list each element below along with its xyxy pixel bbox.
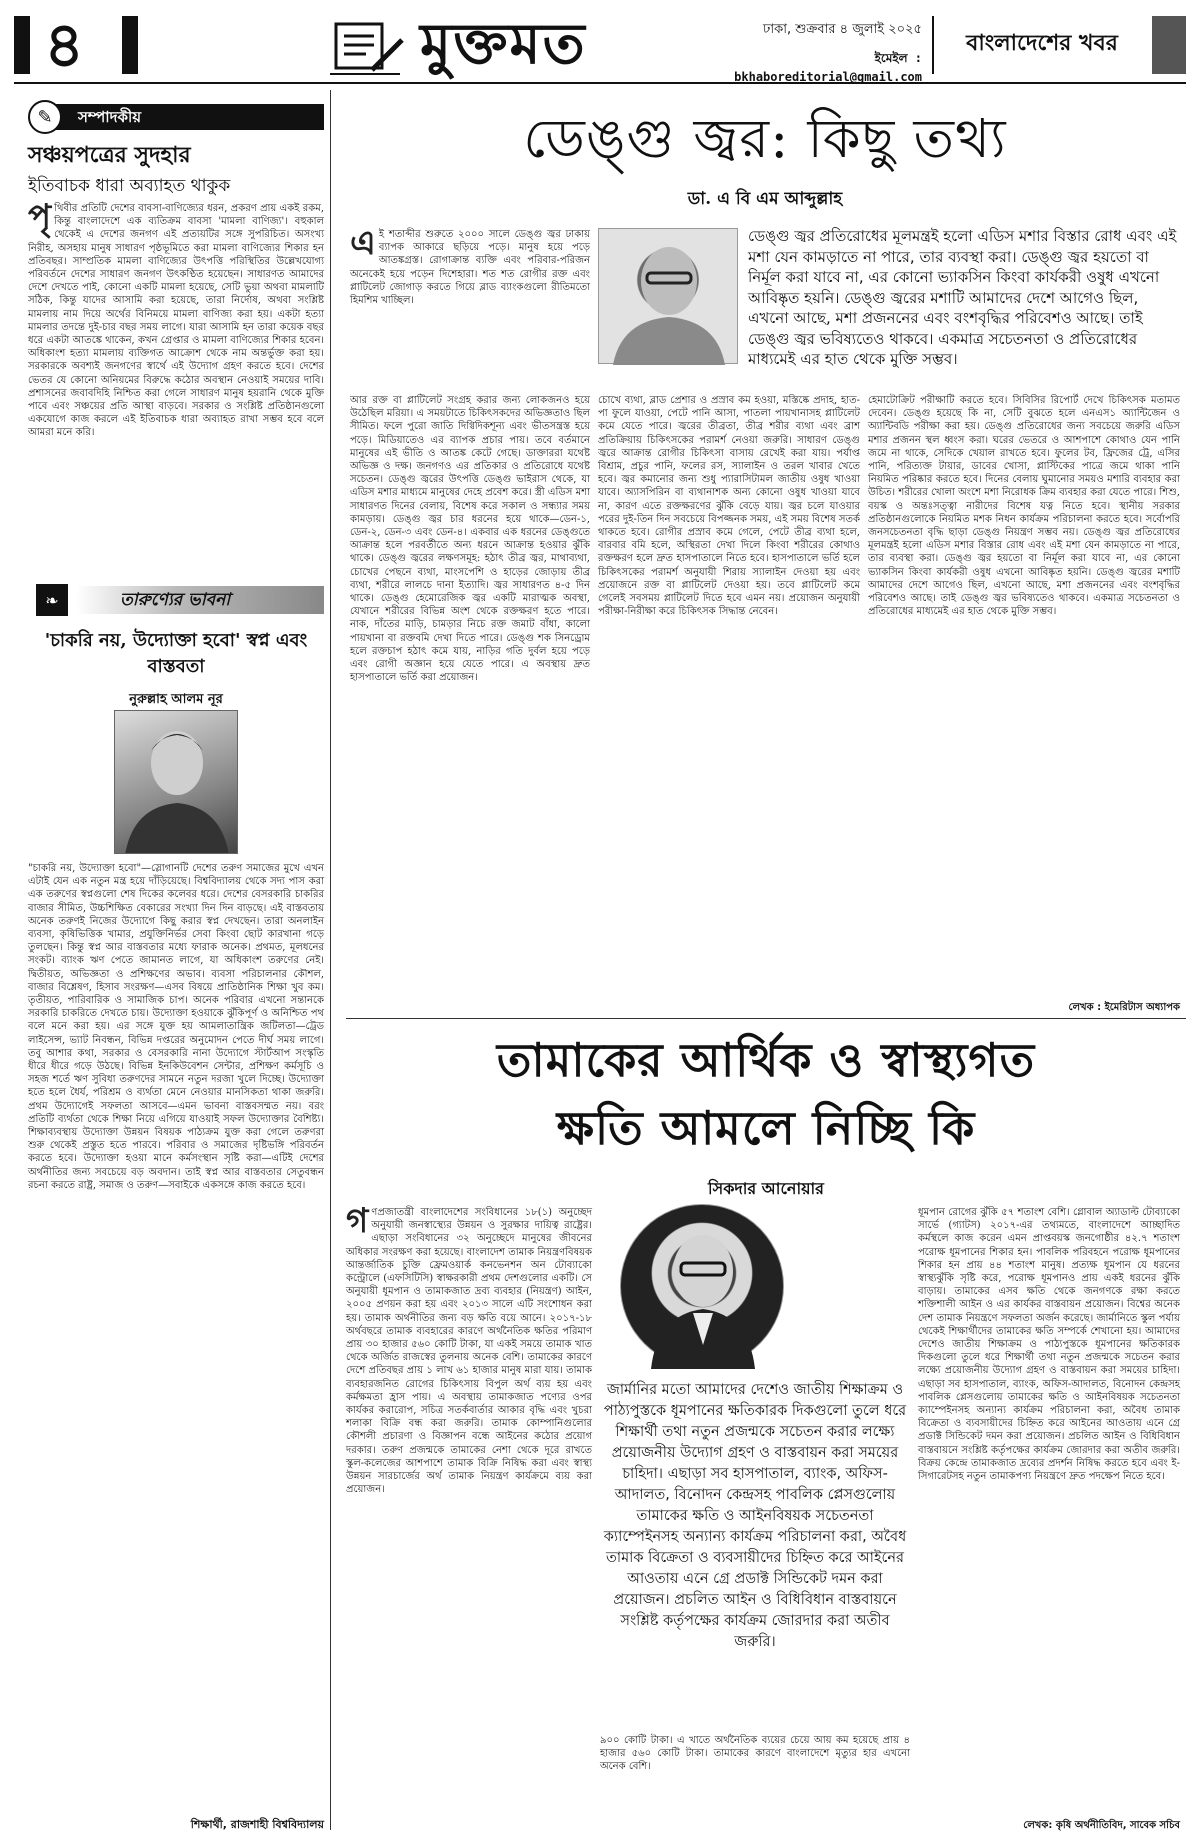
dengue-author-photo bbox=[598, 228, 738, 364]
youth-article-body: "চাকরি নয়, উদ্যোক্তা হবো"—স্লোগানটি দেশের তরুণ সমাজের মুখে এখন এটাই যেন এক নতুন মন্ত্র হয়ে দাঁড়িয়েছে। বিশ্ববিদ্যালয় থেকে সদ্য পাস করা এক তরুণের স্বপ্নগুলো শেষ দিকের কলেবর ধরে। দেশের বেসরকারি চাকরির বাজার সীমিত, উচ্চশিক্ষিত বেকারের সংখ্যা দিন দিন বাড়ছে। এই বাস্তবতায় অনেক তরুণই নিজের উদ্যোগে কিছু করার স্বপ্ন দেখছেন। তারা অনলাইন ব্যবসা, কৃষিভিত্তিক খামার, প্রযুক্তিনির্ভর সেবা কিংবা ছোট কারখানা গড়ে তুলছেন। কিন্তু স্বপ্ন আর বাস্তবতার মধ্যে ফারাক অনেক। প্রথমত, মূলধনের সংকট। ব্যাংক ঋণ পেতে জামানত লাগে, যা অধিকাংশ তরুণের নেই। দ্বিতীয়ত, অভিজ্ঞতা ও প্রশিক্ষণের অভাব। ব্যবসা পরিচালনার কৌশল, বাজার বিশ্লেষণ, হিসাব সংরক্ষণ—এসব বিষয়ে প্রাতিষ্ঠানিক শিক্ষা খুব কম। তৃতীয়ত, পারিবারিক ও সামাজিক চাপ। অনেক পরিবার এখনো সন্তানকে সরকারি চাকরিতে দেখতে চায়। উদ্যোক্তা হওয়াকে ঝুঁকিপূর্ণ ও অনিশ্চিত পথ বলে মনে করা হয়। এর সঙ্গে যুক্ত হয় আমলাতান্ত্রিক জটিলতা—ট্রেড লাইসেন্স, ভ্যাট নিবন্ধন, বিভিন্ন দপ্তরের অনুমোদন পেতে দীর্ঘ সময় লাগে। তবু আশার কথা, সরকার ও বেসরকারি নানা উদ্যোগে স্টার্টআপ সংস্কৃতি ধীরে ধীরে গড়ে উঠছে। বিভিন্ন ইনকিউবেশন সেন্টার, প্রশিক্ষণ কর্মসূচি ও সহজ শর্তে ঋণ সুবিধা তরুণদের সামনে নতুন দরজা খুলে দিচ্ছে। উদ্যোক্তা হতে হলে ধৈর্য, পরিশ্রম ও ব্যর্থতা মেনে নেওয়ার মানসিকতা থাকা জরুরি। প্রথম উদ্যোগেই সফলতা আসবে—এমন ভাবনা বাস্তবসম্মত নয়। বরং প্রতিটি ব্যর্থতা থেকে শিক্ষা নিয়ে এগিয়ে যাওয়াই সফল উদ্যোক্তার বৈশিষ্ট্য। শিক্ষাব্যবস্থায় উদ্যোক্তা উন্নয়ন বিষয়ক পাঠ্যক্রম যুক্ত করা গেলে তরুণরা শুরু থেকেই প্রস্তুত হতে পারবে। পরিবার ও সমাজের দৃষ্টিভঙ্গি পরিবর্তন করতে হবে। উদ্যোক্তা হওয়া মানে কর্মসংস্থান সৃষ্টি করা—এটিই দেশের অর্থনীতির জন্য সবচেয়ে বড় অবদান। তাই স্বপ্ন আর বাস্তবতার সেতুবন্ধন রচনা করতে রাষ্ট্র, সমাজ ও তরুণ—সবাইকে একসঙ্গে কাজ করতে হবে। bbox=[28, 863, 324, 1191]
dengue-column-2: আর রক্ত বা প্লাটিলেট সংগ্রহ করার জন্য লোকজনও হয়ে উঠেছিল মরিয়া। এ সময়টাতে চিকিৎসকদের অভিজ্ঞতাও ছিল সীমিত। ফলে পুরো জাতি দিগ্বিদিকশূন্য এবং ভীতসন্ত্রস্ত হয়ে পড়ে। মিডিয়াতেও এর ব্যাপক প্রচার পায়। তবে বর্তমানে মানুষের এই ভীতি ও আতঙ্ক কেটে গেছে। ডাক্তাররা যথেষ্ট অভিজ্ঞ ও দক্ষ। জনগণও এর প্রতিকার ও প্রতিরোধে যথেষ্ট সচেতন। ডেঙ্গু জ্বরের উৎপত্তি ডেঙ্গু ভাইরাস থেকে, যা এডিস মশার মাধ্যমে মানুষের দেহে প্রবেশ করে। স্ত্রী এডিস মশা সাধারণত দিনের বেলায়, বিশেষ করে সকাল ও সন্ধ্যার সময় কামড়ায়। ডেঙ্গু জ্বর চার ধরনের হয়ে থাকে—ডেন-১, ডেন-২, ডেন-৩ এবং ডেন-৪। একবার এক ধরনের ডেঙ্গুতে আক্রান্ত হলে পরবর্তীতে অন্য ধরনে আক্রান্ত হওয়ার ঝুঁকি থাকে। ডেঙ্গু জ্বরের লক্ষণসমূহ: হঠাৎ তীব্র জ্বর, মাথাব্যথা, চোখের পেছনে ব্যথা, মাংসপেশি ও হাড়ের জোড়ায় তীব্র ব্যথা, শরীরে লালচে দানা ইত্যাদি। জ্বর সাধারণত ৪-৫ দিন থাকে। ডেঙ্গু হেমোরেজিক জ্বর একটি মারাত্মক অবস্থা, যেখানে শরীরের বিভিন্ন অংশ থেকে রক্তক্ষরণ হতে পারে। নাক, দাঁতের মাড়ি, চামড়ার নিচে রক্ত জমাট বাঁধা, কালো পায়খানা বা রক্তবমি দেখা দিতে পারে। ডেঙ্গু শক সিনড্রোম হলে রক্তচাপ হঠাৎ কমে যায়, নাড়ির গতি দুর্বল হয়ে পড়ে এবং রোগী অজ্ঞান হয়ে যেতে পারে। এ অবস্থায় দ্রুত হাসপাতালে ভর্তি করা প্রয়োজন। bbox=[350, 395, 590, 684]
page-number-bar-right bbox=[122, 16, 138, 74]
tobacco-column-1-text: ণপ্রজাতন্ত্রী বাংলাদেশের সংবিধানের ১৮(১) অনুচ্ছেদ অনুযায়ী জনস্বাস্থ্যের উন্নয়ন ও সুরক্ষার দায়িত্ব রাষ্ট্রের। এছাড়া সংবিধানের ৩২ অনুচ্ছেদে মানুষের জীবনের অধিকার সংরক্ষণ করা হয়েছে। বাংলাদেশ তামাক নিয়ন্ত্রণবিষয়ক আন্তর্জাতিক চুক্তি ফ্রেমওয়ার্ক কনভেনশন অন টোব্যাকো কন্ট্রোলে (এফসিটিসি) স্বাক্ষরকারী প্রথম দেশগুলোর একটি। সে অনুযায়ী ধূমপান ও তামাকজাত দ্রব্য ব্যবহার (নিয়ন্ত্রণ) আইন, ২০০৫ প্রণয়ন করা হয় এবং ২০১৩ সালে এটি সংশোধন করা হয়। তামাক অর্থনীতির জন্য বড় ক্ষতি বয়ে আনে। ২০১৭-১৮ অর্থবছরে তামাক ব্যবহারের কারণে অর্থনৈতিক ক্ষতির পরিমাণ প্রায় ৩০ হাজার ৫৬০ কোটি টাকা, যা একই সময়ে তামাক খাত থেকে অর্জিত রাজস্বের তুলনায় অনেক বেশি। তামাকের কারণে দেশে প্রতিবছর প্রায় ১ লাখ ৬১ হাজার মানুষ মারা যায়। তামাক ব্যবহারজনিত রোগের চিকিৎসায় বিপুল অর্থ ব্যয় হয় এবং কর্মক্ষমতা হ্রাস পায়। এ অবস্থায় তামাকজাত পণ্যের ওপর কার্যকর করারোপ, সচিত্র সতর্কবার্তার আকার বৃদ্ধি এবং খুচরা শলাকা বিক্রি বন্ধ করা জরুরি। তামাক কোম্পানিগুলোর কৌশলী প্রচারণা ও বিজ্ঞাপন বন্ধে আইনের কঠোর প্রয়োগ দরকার। তরুণ প্রজন্মকে তামাকের নেশা থেকে দূরে রাখতে স্কুল-কলেজের আশপাশে তামাক বিক্রি নিষিদ্ধ করা এবং স্বাস্থ্য উন্নয়ন সারচার্জের অর্থ তামাক নিয়ন্ত্রণ কার্যক্রমে ব্যয় করা প্রয়োজন। bbox=[346, 1207, 592, 1496]
dengue-article-author: ডা. এ বি এম আব্দুল্লাহ bbox=[687, 189, 843, 209]
youth-article-author: নুরুল্লাহ আলম নূর bbox=[129, 692, 223, 707]
photo-silhouette bbox=[621, 1205, 785, 1369]
tobacco-drop-cap: গ bbox=[346, 1201, 369, 1241]
editorial-email: ইমেইল : bkhaboreditorial@gmail.com bbox=[734, 51, 922, 84]
portrait-silhouette bbox=[115, 711, 238, 854]
editorial-body-text: থিবীর প্রতিটি দেশের বাবসা-বাণিজ্যের ধরন, প্রকরণ প্রায় একই রকম, কিন্তু বাংলাদেশে এক ব্যতিক্রম বাবসা 'মামলা বাণিজ্য'। বহুকাল থেকেই এ দেশের জনগণ এই প্রত্যয়টির সঙ্গে সুপরিচিত। অসংখ্য নিরীহ, অসহায় মানুষ সাধারণ পৃষ্ঠভূমিতে করা মামলা বাণিজ্যের শিকার হন প্রতিবছর। সাম্প্রতিক মামলা বাণিজ্যের উৎপত্তি পরিস্থিতির উল্লেখযোগ্য পরিবর্তনে দেশের সাধারণ জনগণ উৎকণ্ঠিত হয়েছেন। সাধারণত আমাদের দেশে দেখতে পাই, কোনো একটি মামলা হয়েছে, সেটি ভুয়া অথবা মামলাটি সঠিক, কিন্তু যাদের আসামি করা হয়েছে, তারা নির্দোষ, অথবা সংশ্লিষ্ট মামলায় নাম দিয়ে অর্থের বিনিময়ে মামলা বাণিজ্য করা হয়। একটা হত্যা মামলার তদন্তে দুই-চার বছর সময় লাগে। যারা আসামি হন তারা কয়েক বছর ধরে একটা আতঙ্কে থাকেন, কখন গ্রেপ্তার ও মামলা বাণিজ্যের শিকার হবেন। অধিকাংশ হত্যা মামলায় ব্যক্তিগত আক্রোশ থেকে নাম অন্তর্ভুক্ত করা হয়। সরকারকে অবশ্যই জনগণের স্বার্থে এই উদ্যোগ গ্রহণ করতে হবে। দেশের ভেতর যে কোনো অনিয়মের বিরুদ্ধে কঠোর অবস্থান নেওয়াই সময়ের দাবি। প্রশাসনের জবাবদিহি নিশ্চিত করা গেলে সাধারণ মানুষ হয়রানি থেকে মুক্তি পাবে এবং সঞ্চয়ের প্রতি আস্থা বাড়বে। সরকার ও সংশ্লিষ্ট প্রতিষ্ঠানগুলো একযোগে কাজ করলে এই ইতিবাচক ধারা অব্যাহত রাখা সম্ভব হবে বলে আমরা মনে করি। bbox=[28, 203, 324, 439]
photo-silhouette bbox=[599, 229, 739, 365]
tobacco-author-credit: লেখক: কৃষি অর্থনীতিবিদ, সাবেক সচিব bbox=[1023, 1820, 1180, 1831]
open-book-icon: ❧ bbox=[36, 584, 68, 616]
dengue-pull-quote: ডেঙ্গু জ্বর প্রতিরোধের মূলমন্ত্রই হলো এডিস মশার বিস্তার রোধ এবং এই মশা যেন কামড়াতে না পারে, তার ব্যবস্থা করা। ডেঙ্গু জ্বর হয়তো বা নির্মূল করা যাবে না, এর কোনো ভ্যাকসিন কিংবা কার্যকরী ওষুধ এখনো আবিষ্কৃত হয়নি। ডেঙ্গু জ্বরের মশাটি আমাদের দেশে আগেও ছিল, এখনো আছে, মশা প্রজননের এবং বংশবৃদ্ধির পরিবেশও আছে। তাই ডেঙ্গু জ্বর ভবিষ্যতেও থাকবে। একমাত্র সচেতনতা ও প্রতিরোধের মাধ্যমেই এর হাত থেকে মুক্তি সম্ভব। bbox=[748, 227, 1177, 368]
issue-date: ঢাকা, শুক্রবার ৪ জুলাই ২০২৫ bbox=[763, 22, 922, 37]
tobacco-column-2: ৯০০ কোটি টাকা। এ খাতে অর্থনৈতিক ব্যয়ের চেয়ে আয় কম হয়েছে প্রায় ৪ হাজার ৫৬০ কোটি টাকা। তামাকের কারণে বাংলাদেশে মৃত্যুর হার এখনো অনেক বেশি। bbox=[600, 1735, 910, 1773]
masthead-bar-right bbox=[1152, 16, 1186, 74]
newspaper-brand: বাংলাদেশের খবর bbox=[966, 31, 1118, 56]
page-number-bar-left bbox=[14, 16, 30, 74]
dengue-column-1 bbox=[350, 223, 590, 307]
article-divider bbox=[346, 1018, 1186, 1019]
author-portrait bbox=[114, 710, 238, 854]
pen-icon: ✎ bbox=[28, 100, 62, 134]
dengue-article-title: ডেঙ্গু জ্বর: কিছু তথ্য bbox=[523, 107, 1007, 170]
dengue-column-1-text: ই শতাব্দীর শুরুতে ২০০০ সালে ডেঙ্গু জ্বর ঢাকায় ব্যাপক আকারে ছড়িয়ে পড়ে। মানুষ হয়ে পড়ে আতঙ্কগ্রস্ত। রোগাক্রান্ত ব্যক্তি এবং পরিবার-পরিজন অনেকেই হয়ে পড়েন দিশেহারা। শত শত রোগীর রক্ত এবং প্লাটিলেট জোগাড় করতে গিয়ে ব্লাড ব্যাংকগুলো রীতিমতো হিমশিম খাচ্ছিল। bbox=[350, 229, 590, 307]
editorial-drop-cap: পৃ bbox=[28, 197, 52, 237]
document-pen-icon bbox=[328, 18, 408, 78]
page-number: ৪ bbox=[44, 8, 85, 81]
editorial-title: সঞ্চয়পত্রের সুদহার bbox=[28, 142, 191, 168]
tobacco-pull-quote: জার্মানির মতো আমাদের দেশেও জাতীয় শিক্ষাক্রম ও পাঠ্যপুস্তকে ধূমপানের ক্ষতিকারক দিকগুলো তুলে ধরে শিক্ষার্থী তথা নতুন প্রজন্মকে সচেতন করার লক্ষ্যে প্রয়োজনীয় উদ্যোগ গ্রহণ ও বাস্তবায়ন করা সময়ের চাহিদা। এছাড়া সব হাসপাতাল, ব্যাংক, অফিস-আদালত, বিনোদন কেন্দ্রসহ পাবলিক প্লেসগুলোয় তামাকের ক্ষতি ও আইনবিষয়ক সচেতনতা ক্যাম্পেইনসহ অন্যান্য কার্যক্রম পরিচালনা করা, অবৈধ তামাক বিক্রেতা ও ব্যবসায়ীদের চিহ্নিত করে আইনের আওতায় এনে গ্রে প্রডাক্ট সিন্ডিকেট দমন করা প্রয়োজন। প্রচলিত আইন ও বিধিবিধান বাস্তবায়নে সংশ্লিষ্ট কর্তৃপক্ষের কার্যক্রম জোরদার করা অতীব জরুরি। bbox=[603, 1382, 907, 1650]
tobacco-column-3: ধূমপান রোগের ঝুঁকি ৫৭ শতাংশ বেশি। গ্লোবাল অ্যাডাল্ট টোব্যাকো সার্ভে (গ্যাটস) ২০১৭-এর তথ্যমতে, বাংলাদেশে আচ্ছাদিত কর্মস্থলে কাজ করেন এমন প্রাপ্তবয়স্ক জনগোষ্ঠীর ৪২.৭ শতাংশ পরোক্ষ ধূমপানের শিকার হন। পাবলিক পরিবহনে পরোক্ষ ধূমপানের শিকার হন প্রায় ৪৪ শতাংশ মানুষ। প্রত্যক্ষ ধূমপান যে ধরনের স্বাস্থ্যঝুঁকি সৃষ্টি করে, পরোক্ষ ধূমপানও প্রায় একই ধরনের ঝুঁকি বাড়ায়। তামাকের এসব ক্ষতি থেকে জনগণকে রক্ষা করতে শক্তিশালী আইন ও এর কার্যকর বাস্তবায়ন প্রয়োজন। বিশ্বের অনেক দেশ তামাক নিয়ন্ত্রণে সফলতা অর্জন করেছে। জার্মানিতে স্কুল পর্যায় থেকেই শিক্ষার্থীদের তামাকের ক্ষতি সম্পর্কে শেখানো হয়। আমাদের দেশেও জাতীয় শিক্ষাক্রম ও পাঠ্যপুস্তকে ধূমপানের ক্ষতিকারক দিকগুলো তুলে ধরে শিক্ষার্থী তথা নতুন প্রজন্মকে সচেতন করার লক্ষ্যে প্রয়োজনীয় উদ্যোগ গ্রহণ ও বাস্তবায়ন করা সময়ের চাহিদা। এছাড়া সব হাসপাতাল, ব্যাংক, অফিস-আদালত, বিনোদন কেন্দ্রসহ পাবলিক প্লেসগুলোয় তামাকের ক্ষতি ও আইনবিষয়ক সচেতনতা ক্যাম্পেইনসহ অন্যান্য কার্যক্রম পরিচালনা করা, অবৈধ তামাক বিক্রেতা ও ব্যবসায়ীদের চিহ্নিত করে আইনের আওতায় এনে গ্রে প্রডাক্ট সিন্ডিকেট দমন করা প্রয়োজন। প্রচলিত আইন ও বিধিবিধান বাস্তবায়নে সংশ্লিষ্ট কর্তৃপক্ষের কার্যক্রম জোরদার করা অতীব জরুরি। বিক্রয় কেন্দ্রে তামাকজাত দ্রব্যের প্রদর্শন নিষিদ্ধ করতে হবে এবং ই-সিগারেটসহ নতুন তামাকপণ্য নিয়ন্ত্রণে দ্রুত পদক্ষেপ নিতে হবে। bbox=[918, 1207, 1180, 1483]
tobacco-column-1 bbox=[346, 1201, 592, 1496]
tobacco-author-photo bbox=[620, 1204, 784, 1368]
editorial-subtitle: ইতিবাচক ধারা অব্যাহত থাকুক bbox=[28, 176, 231, 196]
tobacco-article-author: সিকদার আনোয়ার bbox=[708, 1179, 824, 1198]
youth-section-label: তারুণ্যের ভাবনা bbox=[120, 590, 231, 610]
column-divider bbox=[330, 90, 331, 1830]
editorial-body bbox=[28, 197, 324, 440]
youth-author-affiliation: শিক্ষার্থী, রাজশাহী বিশ্ববিদ্যালয় bbox=[190, 1818, 324, 1831]
masthead-rule bbox=[14, 82, 1186, 84]
dengue-column-4: হেমাটোক্রিট পরীক্ষাটি করতে হবে। সিবিসির রিপোর্ট দেখে চিকিৎসক মতামত দেবেন। ডেঙ্গু হয়েছে কি না, সেটি বুঝতে হলে এনএস১ অ্যান্টিজেন ও অ্যান্টিবডি পরীক্ষা করা হয়। ডেঙ্গু প্রতিরোধের জন্য সবচেয়ে জরুরি এডিস মশার প্রজনন স্থল ধ্বংস করা। ঘরের ভেতরে ও আশপাশে কোথাও যেন পানি জমে না থাকে, সেদিকে খেয়াল রাখতে হবে। ফুলের টব, ফ্রিজের ট্রে, এসির পানি, পরিত্যক্ত টায়ার, ডাবের খোসা, প্লাস্টিকের পাত্রে জমে থাকা পানি নিয়মিত পরিষ্কার করতে হবে। দিনের বেলায় ঘুমানোর সময়ও মশারি ব্যবহার করা উচিত। শরীরের খোলা অংশে মশা নিরোধক ক্রিম ব্যবহার করা যেতে পারে। শিশু, বয়স্ক ও অন্তঃসত্ত্বা নারীদের বিশেষ যত্ন নিতে হবে। স্থানীয় সরকার প্রতিষ্ঠানগুলোকে নিয়মিত মশক নিধন কার্যক্রম পরিচালনা করতে হবে। সর্বোপরি জনসচেতনতা বৃদ্ধি ছাড়া ডেঙ্গু নিয়ন্ত্রণ সম্ভব নয়। ডেঙ্গু জ্বর প্রতিরোধের মূলমন্ত্রই হলো এডিস মশার বিস্তার রোধ এবং এই মশা যেন কামড়াতে না পারে, তার ব্যবস্থা করা। ডেঙ্গু জ্বর হয়তো বা নির্মূল করা যাবে না, এর কোনো ভ্যাকসিন কিংবা কার্যকরী ওষুধ এখনো আবিষ্কৃত হয়নি। ডেঙ্গু জ্বরের মশাটি আমাদের দেশে আগেও ছিল, এখনো আছে, মশা প্রজননের এবং বংশবৃদ্ধির পরিবেশও আছে। তাই ডেঙ্গু জ্বর ভবিষ্যতেও থাকবে। একমাত্র সচেতনতা ও প্রতিরোধের মাধ্যমেই এর হাত থেকে মুক্তি সম্ভব। bbox=[868, 395, 1180, 618]
editorial-section-label: সম্পাদকীয় bbox=[52, 104, 324, 130]
tobacco-title-line-2: ক্ষতি আমলে নিচ্ছি কি bbox=[556, 1101, 976, 1155]
dengue-author-credit: লেখক : ইমেরিটাস অধ্যাপক bbox=[1068, 1002, 1180, 1013]
section-title: মুক্তমত bbox=[420, 12, 587, 77]
youth-article-title: 'চাকরি নয়, উদ্যোক্তা হবো' স্বপ্ন এবং বাস্তবতা bbox=[44, 630, 308, 677]
dengue-drop-cap: এ bbox=[350, 223, 376, 263]
dengue-column-3: চোখে ব্যথা, ব্লাড প্রেশার ও প্রস্রাব কম হওয়া, মস্তিষ্কে প্রদাহ, হাত-পা ফুলে যাওয়া, পেটে পানি আসা, পাতলা পায়খানাসহ প্লাটিলেট কমে যেতে পারে। জ্বরের তীব্রতা, তীব্র শরীর ব্যথা এবং ব্রাশ প্রতিক্রিয়ায় চিকিৎসকের পরামর্শ নেওয়া জরুরি। সাধারণ ডেঙ্গু জ্বরে আক্রান্ত রোগীর চিকিৎসা বাসায় রেখেই করা যায়। পর্যাপ্ত বিশ্রাম, প্রচুর পানি, ফলের রস, স্যালাইন ও তরল খাবার খেতে হবে। জ্বর কমানোর জন্য শুধু প্যারাসিটামল জাতীয় ওষুধ খাওয়া যাবে। অ্যাসপিরিন বা ব্যথানাশক অন্য কোনো ওষুধ খাওয়া যাবে না, কারণ এতে রক্তক্ষরণের ঝুঁকি বেড়ে যায়। জ্বর চলে যাওয়ার পরের দুই-তিন দিন সবচেয়ে বিপজ্জনক সময়, এই সময় বিশেষ সতর্ক থাকতে হবে। রোগীর প্রস্রাব কমে গেলে, পেটে তীব্র ব্যথা হলে, বারবার বমি হলে, অস্থিরতা দেখা দিলে কিংবা শরীরের কোথাও রক্তক্ষরণ হলে দ্রুত হাসপাতালে নিতে হবে। হাসপাতালে ভর্তি হলে চিকিৎসকের পরামর্শ অনুযায়ী শিরায় স্যালাইন দেওয়া হয় এবং প্রয়োজনে রক্ত বা প্লাটিলেট দেওয়া হয়। তবে প্লাটিলেট কমে গেলেই সবসময় প্লাটিলেট দিতে হবে এমন নয়। প্রয়োজন অনুযায়ী পরীক্ষা-নিরীক্ষা করে চিকিৎসক সিদ্ধান্ত নেবেন। bbox=[598, 395, 860, 618]
tobacco-title-line-1: তামাকের আর্থিক ও স্বাস্থ্যগত bbox=[496, 1033, 1036, 1087]
masthead-divider bbox=[932, 16, 934, 74]
